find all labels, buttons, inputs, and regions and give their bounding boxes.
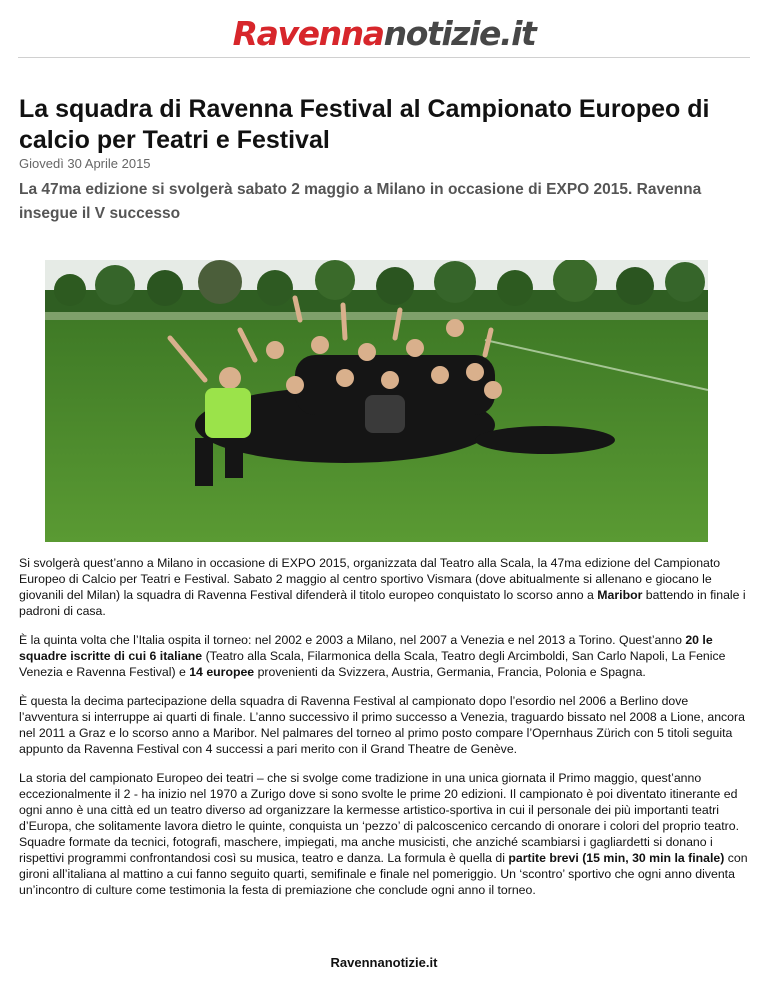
article-body — [19, 555, 751, 911]
footer-site-name: Ravennanotizie.it — [330, 955, 438, 970]
team-photo-illustration — [45, 260, 708, 542]
site-logo[interactable] — [0, 14, 768, 54]
article-title: La squadra di Ravenna Festival al Campionato Europeo di calcio per Teatri e Festival — [19, 95, 710, 154]
paragraph-3: È questa la decima partecipazione della squadra di Ravenna Festival al campionato dopo l’esordio nel 2006 a Berlino dove l’avventura si interruppe ai quarti di finale. L’anno successivo il primo successo a Venezia, traguardo bissato nel 2008 a Lione, ancora nel 2011 a Graz e lo scorso anno a Maribor. Nel palmares del torneo al primo posto compare l’Opernhaus Zürich con 5 titoli seguita appunto da Ravenna Festival con 4 successi a pari merito con il Grand Theatre de Genève. — [19, 694, 745, 756]
team-photo — [45, 260, 708, 542]
site-header — [0, 14, 768, 54]
article-date: Giovedì 30 Aprile 2015 — [19, 156, 151, 171]
paragraph-4: La storia del campionato Europeo dei teatri – che si svolge come tradizione in una unica giornata il Primo maggio, quest’anno eccezionalmente il 2 - ha inizio nel 1970 a Zurigo dove si sono svolte le prime 20 edizioni. Il campionato è poi diventato itinerante ed ogni anno è una città ed un teatro diverso ad organizzare la kermesse artistico-sportiva in cui il personale dei più importanti teatri d’Europa, che solitamente lavora dietro le quinte, conquista un ‘pezzo’ di palcoscenico cercando di onorare i colori del proprio teatro. Squadre formate da tecnici, fotografi, maschere, impiegati, ma anche musicisti, che anziché scambiarsi i gagliardetti si donano i rispettivi programmi confrontandosi così su musica, teatro e danza. La formula è quella di partite brevi (15 min, 30 min la finale) con gironi all’italiana al mattino a cui fanno seguito quarti, semifinale e finale nel pomeriggio. Un ‘scontro’ sportivo che ogni anno diventa un’incontro di culture come testimonia la festa di premiazione che conclude ogni anno il torneo. — [19, 771, 748, 897]
header-divider — [18, 57, 750, 58]
paragraph-2: È la quinta volta che l’Italia ospita il torneo: nel 2002 e 2003 a Milano, nel 2007 a Venezia e nel 2013 a Torino. Quest’anno 20 le squadre iscritte di cui 6 italiane (Teatro alla Scala, Filarmonica della Scala, Teatro degli Arcimboldi, San Carlo Napoli, La Fenice Venezia e Ravenna Festival) e 14 europee provenienti da Svizzera, Austria, Germania, Francia, Polonia e Spagna. — [19, 633, 726, 679]
logo-part-ravenna: Ravenna — [232, 14, 384, 53]
article-subtitle: La 47ma edizione si svolgerà sabato 2 maggio a Milano in occasione di EXPO 2015. Ravenna insegue il V successo — [19, 181, 702, 222]
logo-part-notizie: notizie.it — [383, 14, 536, 53]
paragraph-1: Si svolgerà quest’anno a Milano in occasione di EXPO 2015, organizzata dal Teatro alla Scala, la 47ma edizione del Campionato Europeo di Calcio per Teatri e Festival. Sabato 2 maggio al centro sportivo Vismara (dove abitualmente si allenano e giocano le giovanili del Milan) la squadra di Ravenna Festival difenderà il titolo europeo conquistato lo scorso anno a Maribor battendo in finale i padroni di casa. — [19, 556, 746, 618]
